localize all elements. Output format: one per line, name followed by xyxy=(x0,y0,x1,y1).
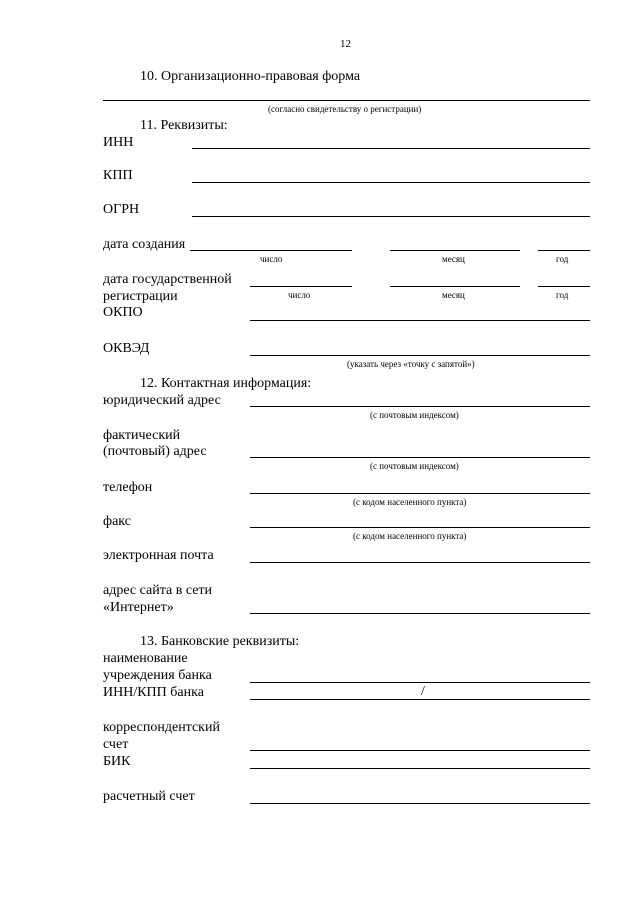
bik-label: БИК xyxy=(103,754,131,769)
inn-label: ИНН xyxy=(103,135,134,150)
corr-account-label-line1: корреспондентский xyxy=(103,720,220,735)
reg-year-field[interactable] xyxy=(538,286,590,287)
fax-label: факс xyxy=(103,514,131,529)
website-label-line2: «Интернет» xyxy=(103,600,174,615)
actual-address-label-line2: (почтовый) адрес xyxy=(103,444,207,459)
bank-inn-kpp-field[interactable] xyxy=(250,699,590,700)
reg-year-hint: год xyxy=(556,290,569,300)
legal-address-label: юридический адрес xyxy=(103,393,221,408)
section-11-title: 11. Реквизиты: xyxy=(140,118,228,133)
reg-day-hint: число xyxy=(288,290,311,300)
legal-address-hint: (с почтовым индексом) xyxy=(370,410,459,420)
website-label-line1: адрес сайта в сети xyxy=(103,583,213,598)
okved-field[interactable] xyxy=(250,355,590,356)
section-13-title: 13. Банковские реквизиты: xyxy=(140,634,300,649)
ogrn-field[interactable] xyxy=(192,216,590,217)
section-12-title: 12. Контактная информация: xyxy=(140,376,312,391)
corr-account-label-line2: счет xyxy=(103,737,129,752)
page-number: 12 xyxy=(340,38,351,50)
legal-address-field[interactable] xyxy=(250,406,590,407)
website-field[interactable] xyxy=(250,613,590,614)
creation-month-field[interactable] xyxy=(390,250,520,251)
email-field[interactable] xyxy=(250,562,590,563)
inn-kpp-separator: / xyxy=(421,684,425,699)
creation-date-label: дата создания xyxy=(103,237,186,252)
inn-field[interactable] xyxy=(192,148,590,149)
email-label: электронная почта xyxy=(103,548,214,563)
fax-field[interactable] xyxy=(250,527,590,528)
okpo-label: ОКПО xyxy=(103,305,143,320)
reg-month-field[interactable] xyxy=(390,286,520,287)
creation-month-hint: месяц xyxy=(442,254,465,264)
phone-label: телефон xyxy=(103,480,153,495)
bank-name-label-line1: наименование xyxy=(103,651,188,666)
creation-year-hint: год xyxy=(556,254,569,264)
okpo-field[interactable] xyxy=(250,320,590,321)
kpp-field[interactable] xyxy=(192,182,590,183)
creation-day-hint: число xyxy=(260,254,283,264)
bank-name-label-line2: учреждения банка xyxy=(103,668,212,683)
actual-address-hint: (с почтовым индексом) xyxy=(370,461,459,471)
reg-month-hint: месяц xyxy=(442,290,465,300)
actual-address-label-line1: фактический xyxy=(103,428,181,443)
okved-label: ОКВЭД xyxy=(103,341,150,356)
org-form-hint: (согласно свидетельству о регистрации) xyxy=(268,104,422,114)
bank-name-field[interactable] xyxy=(250,682,590,683)
phone-field[interactable] xyxy=(250,493,590,494)
ogrn-label: ОГРН xyxy=(103,202,140,217)
actual-address-field[interactable] xyxy=(250,457,590,458)
settlement-account-label: расчетный счет xyxy=(103,789,195,804)
corr-account-field[interactable] xyxy=(250,750,590,751)
org-form-field[interactable] xyxy=(103,100,590,101)
reg-date-label-line1: дата государственной xyxy=(103,272,232,287)
settlement-account-field[interactable] xyxy=(250,803,590,804)
reg-date-label-line2: регистрации xyxy=(103,289,178,304)
bank-inn-kpp-label: ИНН/КПП банка xyxy=(103,685,204,700)
okved-hint: (указать через «точку с запятой») xyxy=(347,359,475,369)
reg-day-field[interactable] xyxy=(250,286,352,287)
bik-field[interactable] xyxy=(250,768,590,769)
fax-hint: (с кодом населенного пункта) xyxy=(353,531,467,541)
phone-hint: (с кодом населенного пункта) xyxy=(353,497,467,507)
creation-day-field[interactable] xyxy=(190,250,352,251)
section-10-title: 10. Организационно-правовая форма xyxy=(140,69,361,84)
kpp-label: КПП xyxy=(103,168,133,183)
creation-year-field[interactable] xyxy=(538,250,590,251)
